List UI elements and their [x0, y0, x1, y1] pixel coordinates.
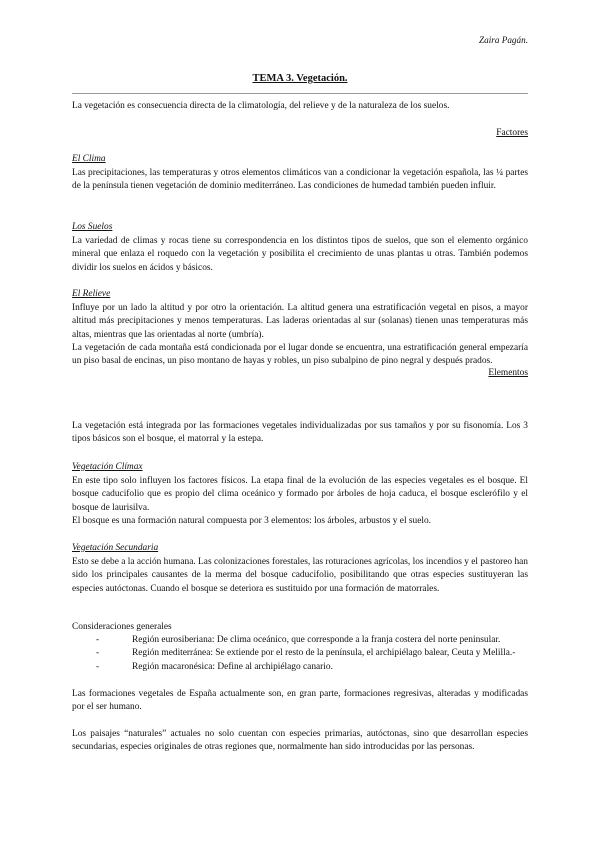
paragraph-secundaria: Esto se debe a la acción humana. Las colonizaciones forestales, las roturaciones agrícolas, los incendios y el pastoreo han sido los principales causantes de la merma del bosque caducifolio, posibilitando que otras especies sustituyeran las especies autóctonas. Cuando el bosque se deteriora es sustituido por una formación de matorrales.	[72, 557, 528, 594]
subheading-suelos: Los Suelos	[72, 222, 113, 232]
section-suelos	[72, 221, 528, 275]
paragraph-relieve-1: Influye por un lado la altitud y por otro la orientación. La altitud genera una estratificación vegetal en pisos, a mayor altitud más precipitaciones y menos temperaturas. Las laderas orientadas al sur (solanas) tienen unas temperaturas más altas, mientras que las orientadas al norte (umbría).	[72, 303, 528, 340]
section-relieve	[72, 288, 528, 368]
title-divider	[72, 93, 528, 94]
section-climax	[72, 461, 528, 528]
consideraciones-list	[72, 634, 528, 674]
page-title: TEMA 3. Vegetación.	[252, 73, 348, 84]
intro-paragraph: La vegetación es consecuencia directa de la climatología, del relieve y de la naturaleza de los suelos.	[72, 101, 450, 111]
paragraph-paisajes: Los paisajes “naturales” actuales no solo cuentan con especies primarias, autóctonas, sino que desarrollan especies secundarias, especies originales de otras regiones que, normalmente han sido introducidas por las personas.	[72, 729, 528, 753]
subheading-climax: Vegetación Clímax	[72, 462, 143, 472]
subheading-relieve: El Relieve	[72, 289, 111, 299]
list-item: - Región mediterránea: Se extiende por el resto de la península, el archipiélago balear, Ceuta y Melilla.-	[72, 647, 528, 660]
paragraph-elementos-intro: La vegetación está integrada por las formaciones vegetales individualizadas por sus tamaños y por su fisonomía. Los 3 tipos básicos son el bosque, el matorral y la estepa.	[72, 421, 528, 445]
list-item: - Región macaronésica: Define al archipiélago canario.	[72, 661, 528, 674]
paragraph-relieve-2: La vegetación de cada montaña está condicionada por el lugar donde se encuentra, una estratificación general empezaría un piso basal de encinas, un piso montano de hayas y robles, un piso subalpino de pino negral y después prados.	[72, 342, 528, 367]
paragraph-climax-1: En este tipo solo influyen los factores físicos. La etapa final de la evolución de las especies vegetales es el bosque. El bosque caducifolio que es propio del clima oceánico y formado por árboles de hoja caduca, el bosque esclerófilo y el bosque de laurisilva.	[72, 476, 528, 513]
paragraph-climax-2: El bosque es una formación natural compuesta por 3 elementos: los árboles, arbustos y el suelo.	[72, 515, 432, 526]
section-consideraciones	[72, 621, 528, 674]
consideraciones-title: Consideraciones generales	[72, 622, 172, 632]
section-clima	[72, 153, 528, 194]
paragraph-suelos: La variedad de climas y rocas tiene su correspondencia en los distintos tipos de suelos, que son el elemento orgánico mineral que enlaza el roquedo con la vegetación y posibilita el crecimiento de unas plantas u otras. También podemos dividir los suelos en ácidos y básicos.	[72, 236, 528, 273]
subheading-secundaria: Vegetación Secundaria	[72, 543, 159, 553]
paragraph-formaciones: Las formaciones vegetales de España actualmente son, en gran parte, formaciones regresivas, alteradas y modificadas por el ser humano.	[72, 689, 528, 713]
section-heading-factores: Factores	[496, 128, 528, 138]
section-heading-elementos: Elementos	[488, 368, 528, 378]
section-secundaria	[72, 542, 528, 596]
list-item: - Región eurosiberiana: De clima oceánico, que corresponde a la franja costera del norte peninsular.	[72, 634, 528, 647]
subheading-clima: El Clima	[72, 154, 106, 164]
author-name: Zaira Pagán.	[478, 35, 528, 45]
paragraph-clima: Las precipitaciones, las temperaturas y otros elementos climáticos van a condicionar la vegetación española, las ¼ partes de la península tienen vegetación de dominio mediterráneo. Las condiciones de humedad también pueden influir.	[72, 168, 528, 192]
